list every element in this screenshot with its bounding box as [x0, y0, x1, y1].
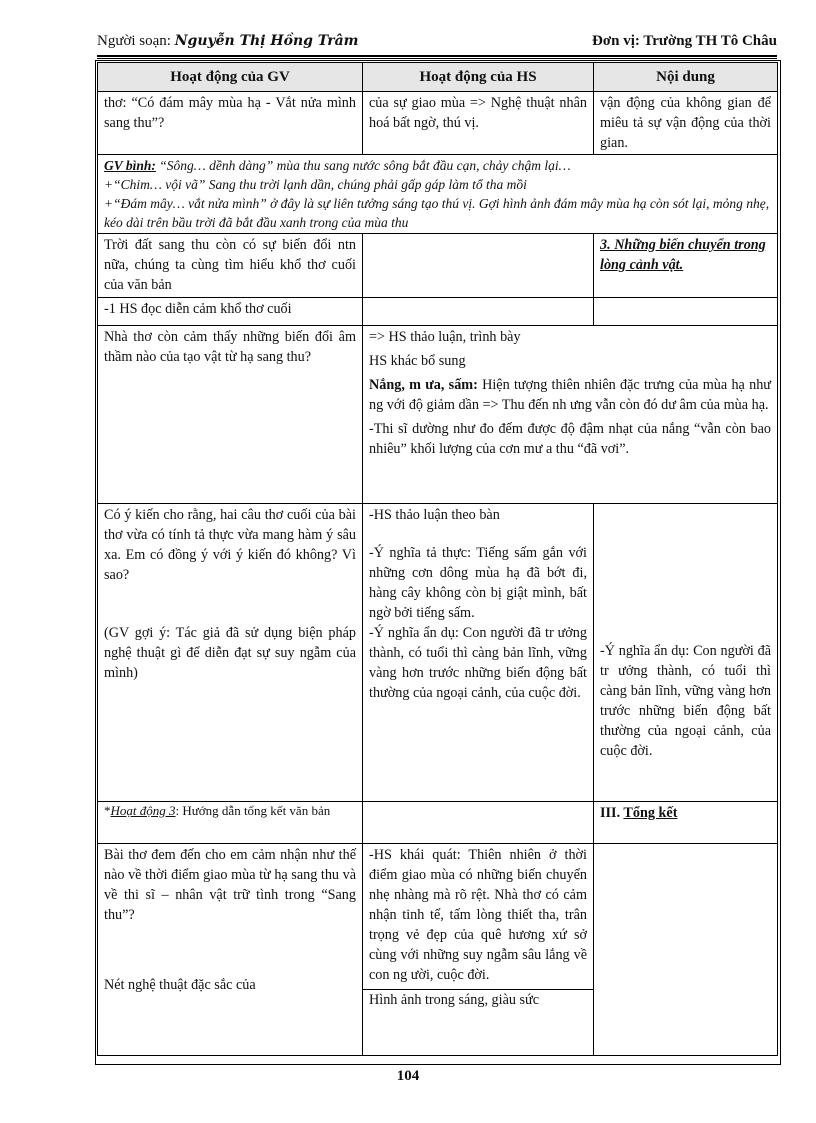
gv-hint: (GV gợi ý: Tác giả đã sử dụng biện pháp nghệ thuật gì để diễn đạt sự suy ngẫm của mình)	[104, 625, 356, 681]
hs-cell-empty	[363, 234, 594, 298]
gv-question: Bài thơ đem đến cho em cảm nhận như thế nào về thời điểm giao mùa từ hạ sang thu và về thi sĩ – nhân vật trữ tình trong “Sang thu”?	[104, 847, 356, 923]
hs-line: => HS thảo luận, trình bày	[369, 329, 521, 345]
gv-cell: -1 HS đọc diễn cảm khổ thơ cuối	[98, 298, 363, 326]
table-row	[98, 326, 778, 504]
author-name: Nguyễn Thị Hồng Trâm	[174, 33, 359, 49]
hs-cell-empty	[363, 298, 594, 326]
page-header	[97, 33, 777, 55]
unit-label: Đơn vị: Trường TH Tô Châu	[592, 33, 777, 49]
table-row	[98, 234, 778, 298]
nd-cell-empty	[594, 844, 778, 1056]
section-title: Tổng kết	[623, 805, 678, 821]
hs-cell: của sự giao mùa => Nghệ thuật nhân hoá bất ngờ, thú vị.	[363, 92, 594, 155]
column-header-gv: Hoạt động của GV	[98, 63, 363, 92]
gv-question: Nét nghệ thuật đặc sắc của	[104, 977, 256, 993]
author-line	[97, 33, 358, 50]
section-heading-3: 3. Những biến chuyển trong lòng cảnh vật.	[594, 234, 778, 298]
table-row-gv-binh	[98, 155, 778, 234]
hs-line: Hiện tượng thiên nhiên đặc trưng của mùa hạ như ng với độ giảm dần => Thu đến nh ưng vẫn còn đó dư âm của mùa hạ.	[369, 377, 771, 413]
hs-line: -HS khái quát: Thiên nhiên ở thời điểm giao mùa có những biến chuyển nhẹ nhàng mà rõ rệt. Nhà thơ có cảm nhận tinh tế, tấm lòng thiết tha, trân trọng vẻ đẹp của quê hương xứ sở cùng với những suy ngẫm sâu lắng về con ng ười, cuộc đời.	[369, 847, 587, 983]
hs-line: -Ý nghĩa ẩn dụ: Con người đã tr ưởng thành, có tuổi thì càng bản lĩnh, vững vàng hơn trước những biến động bất thường của ngoại cảnh, của cuộc đời.	[369, 625, 587, 701]
column-header-nd: Nội dung	[594, 63, 778, 92]
gv-prefix: *	[104, 803, 111, 818]
gv-cell	[98, 802, 363, 844]
hs-line: -Ý nghĩa tả thực: Tiếng sấm gắn với những cơn dông mùa hạ đã bớt đi, hàng cây không còn bị giật mình, bất ngờ bởi tiếng sấm.	[369, 545, 587, 621]
gv-binh-line-1: “Sông… dềnh dàng” mùa thu sang nước sông bắt đầu cạn, chảy chậm lại…	[159, 158, 571, 173]
hs-line: -HS thảo luận theo bàn	[369, 507, 500, 523]
gv-cell: Nhà thơ còn cảm thấy những biến đổi âm thầm nào của tạo vật từ hạ sang thu?	[98, 326, 363, 504]
table-row	[98, 504, 778, 802]
header-rule-thin	[97, 58, 777, 59]
activity-label: Hoạt động 3	[110, 803, 176, 818]
page-number: 104	[396, 1068, 420, 1084]
gv-binh-cell	[98, 155, 778, 234]
hs-line: -Thi sĩ dường như đo đếm được độ đậm nhạt của nắng “vẫn còn bao nhiêu” khối lượng của cơn mư a thu “đã vơi”.	[369, 421, 771, 457]
gv-question: Có ý kiến cho rằng, hai câu thơ cuối của bài thơ vừa có tính tả thực vừa mang hàm ý sâu xa. Em có đồng ý với ý kiến đó không? Vì sao?	[104, 507, 356, 583]
hs-bold-label: Nắng, m ưa, sấm:	[369, 377, 478, 393]
nd-line: -Ý nghĩa ẩn dụ: Con người đã tr ưởng thành, có tuổi thì càng bản lĩnh, vững vàng hơn trước những biến động bất thường của ngoại cảnh, của cuộc đời.	[600, 643, 771, 759]
table-row	[98, 802, 778, 844]
nd-cell	[594, 504, 778, 802]
lesson-table	[97, 62, 778, 1056]
section-heading-III	[594, 802, 778, 844]
gv-rest: : Hướng dẫn tổng kết văn bản	[175, 803, 331, 818]
hs-line: HS khác bổ sung	[369, 353, 466, 369]
gv-binh-label: GV bình:	[104, 158, 156, 173]
table-row	[98, 92, 778, 155]
hs-cell-empty	[363, 802, 594, 844]
hs-merged-cell	[363, 326, 778, 504]
gv-cell	[98, 504, 363, 802]
gv-binh-line-2: +“Chim… vội vã” Sang thu trời lạnh dần, chúng phải gấp gáp làm tổ tha mồi	[104, 177, 527, 192]
header-rule	[97, 55, 777, 57]
column-header-hs: Hoạt động của HS	[363, 63, 594, 92]
hs-cell	[363, 844, 594, 1056]
nd-cell: vận động của không gian để miêu tả sự vận động của thời gian.	[594, 92, 778, 155]
hs-cell	[363, 504, 594, 802]
table-row	[98, 298, 778, 326]
nd-cell-empty	[594, 298, 778, 326]
gv-cell	[98, 844, 363, 1056]
table-row	[98, 844, 778, 1056]
gv-cell: thơ: “Có đám mây mùa hạ - Vắt nửa mình sang thu”?	[98, 92, 363, 155]
author-label: Người soạn:	[97, 33, 171, 49]
hs-line: Hình ảnh trong sáng, giàu sức	[363, 989, 593, 1010]
table-header-row	[98, 63, 778, 92]
gv-cell: Trời đất sang thu còn có sự biến đổi ntn nữa, chúng ta cùng tìm hiểu khổ thơ cuối của văn bản	[98, 234, 363, 298]
section-number: III.	[600, 805, 621, 821]
gv-binh-line-3: +“Đám mây… vắt nửa mình” ở đây là sự liên tưởng sáng tạo thú vị. Gợi hình ảnh đám mây mùa hạ còn sót lại, mỏng nhẹ, kéo dài trên bầu trời đã bắt đầu xanh trong của mùa thu	[104, 196, 770, 230]
